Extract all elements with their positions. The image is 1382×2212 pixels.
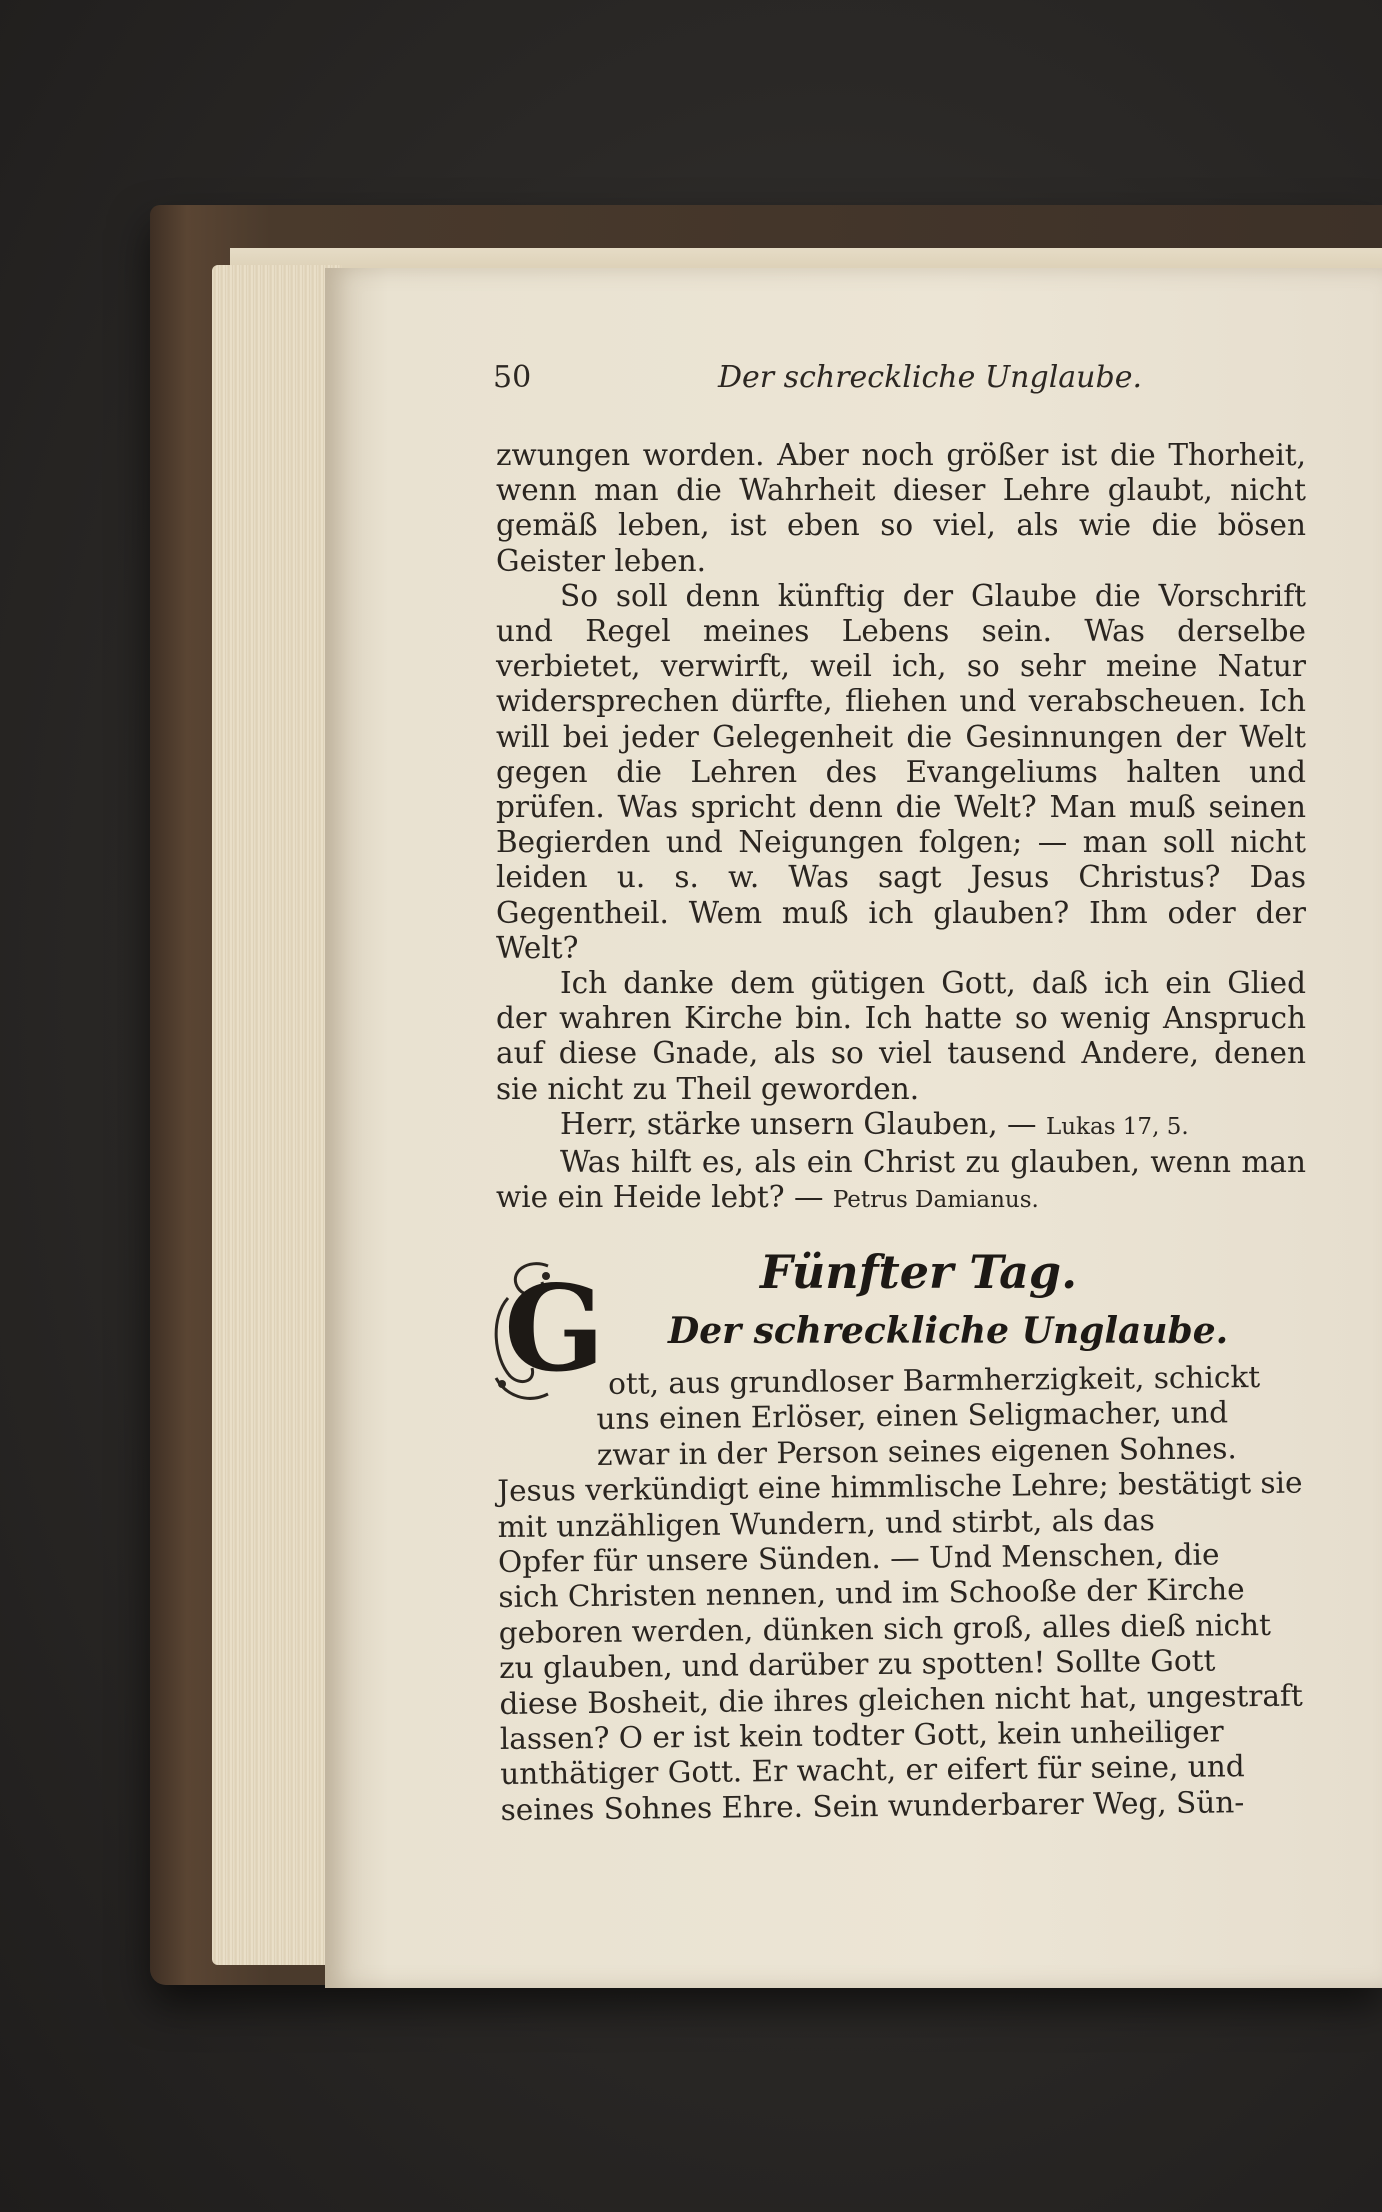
text-line: unthätiger Gott. Er wacht, er eifert für seine, und: [500, 1749, 1245, 1792]
section-title: Fünfter Tag.: [760, 1245, 1078, 1299]
text-line: zwar in der Person seines eigenen Sohnes.: [596, 1431, 1237, 1472]
quote-source: Lukas 17, 5.: [1045, 1113, 1189, 1140]
quote-text: Herr, stärke unsern Glauben, —: [560, 1106, 1037, 1141]
text-line: uns einen Erlöser, einen Seligmacher, und: [596, 1395, 1229, 1437]
body-text-section: [496, 1360, 1311, 1829]
text-line: lassen? O er ist kein todter Gott, kein unheiliger: [499, 1714, 1224, 1757]
text-line: Jesus verkündigt eine himmlische Lehre; bestätigt sie: [497, 1465, 1303, 1509]
paragraph: Ich danke dem gütigen Gott, daß ich ein Glied der wahren Kirche bin. Ich hatte so wenig Anspruch auf diese Gnade, als so viel tausend Andere, denen sie nicht zu Theil geworden.: [496, 966, 1306, 1106]
text-line: sich Christen nennen, und im Schooße der Kirche: [498, 1572, 1245, 1615]
text-line: ott, aus grundloser Barmherzigkeit, schickt: [607, 1360, 1261, 1401]
quote-source: Petrus Damianus.: [832, 1187, 1039, 1214]
text-line: mit unzähligen Wundern, und stirbt, als das: [497, 1502, 1155, 1544]
paragraph: zwungen worden. Aber noch größer ist die Thorheit, wenn man die Wahrheit dieser Lehre glaubt, nicht gemäß leben, ist eben so viel, als wie die bösen Geister leben.: [496, 438, 1306, 578]
page-header: [493, 360, 1313, 404]
body-text-top: [496, 438, 1306, 1218]
text-line: geboren werden, dünken sich groß, alles dieß nicht: [498, 1607, 1272, 1650]
initial-letter: G: [504, 1259, 605, 1398]
section-subtitle: Der schreckliche Unglaube.: [668, 1310, 1229, 1352]
text-line: zu glauben, und darüber zu spotten! Sollte Gott: [498, 1643, 1216, 1686]
quote: [496, 1145, 1306, 1218]
text-line: Opfer für unsere Sünden. — Und Menschen, die: [497, 1537, 1220, 1580]
page-number: 50: [493, 360, 532, 395]
paragraph: So soll denn künftig der Glaube die Vorschrift und Regel meines Lebens sein. Was derselbe verbietet, verwirft, weil ich, so sehr meine Natur widersprechen dürfte, fliehen und verabscheuen. Ich will bei jeder Gelegenheit die Gesinnungen der Welt gegen die Lehren des Evangeliums halten und prüfen. Was spricht denn die Welt? Man muß seinen Begierden und Neigungen folgen; — man soll nicht leiden u. s. w. Was sagt Jesus Christus? Das Gegentheil. Wem muß ich glauben? Ihm oder der Welt?: [496, 578, 1306, 965]
text-line: diese Bosheit, die ihres gleichen nicht hat, ungestraft: [499, 1678, 1303, 1721]
page-stack-edges: [212, 265, 342, 1965]
quote-text: Was hilft es, als ein Christ zu glauben, wenn man wie ein Heide lebt? —: [496, 1145, 1306, 1215]
quote: [496, 1107, 1306, 1145]
running-title: Der schreckliche Unglaube.: [718, 360, 1142, 395]
text-line: seines Sohnes Ehre. Sein wunderbarer Weg, Sün-: [500, 1785, 1245, 1827]
